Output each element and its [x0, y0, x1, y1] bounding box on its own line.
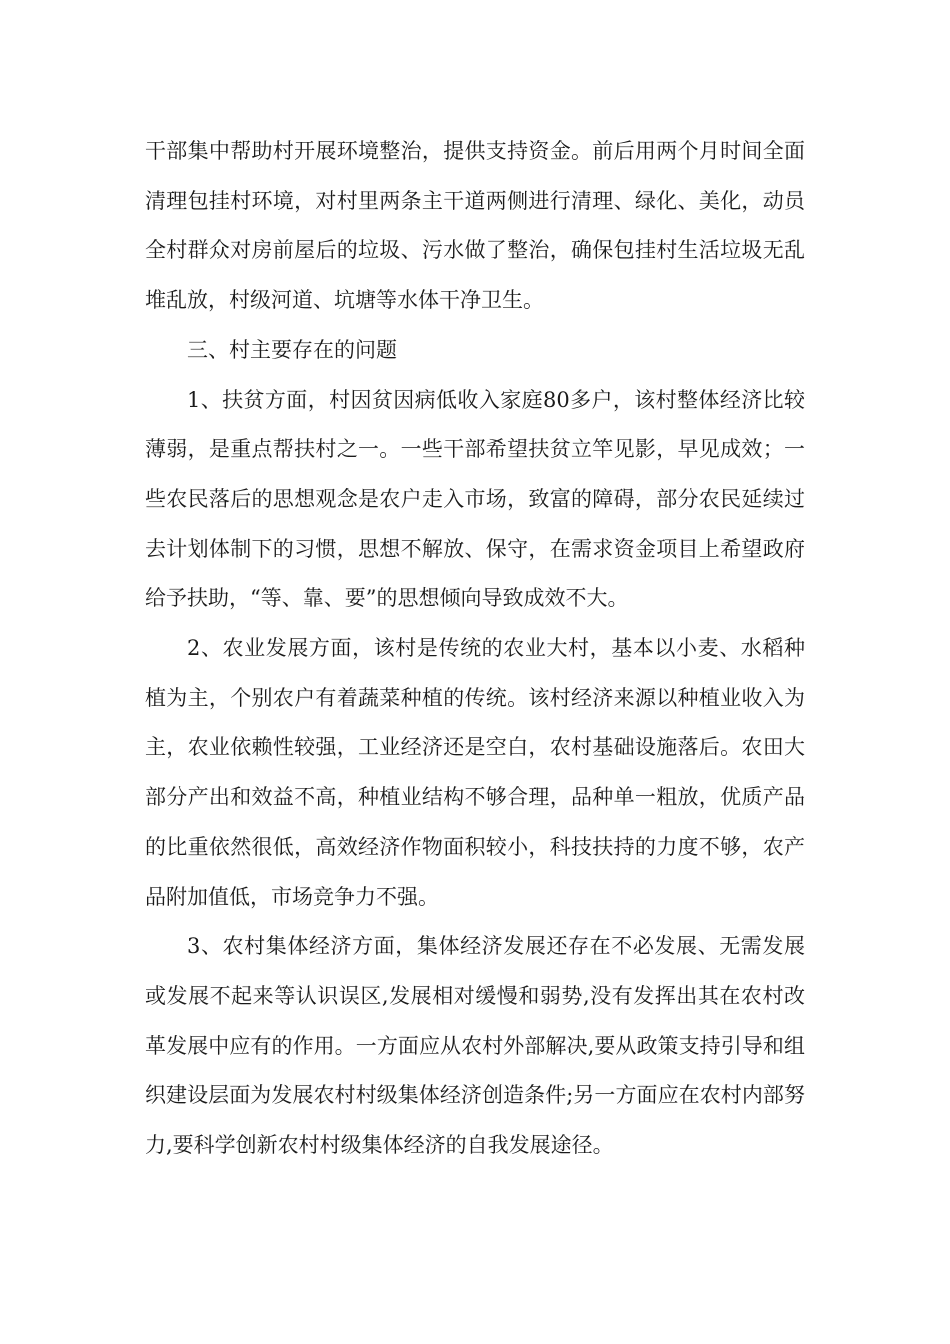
- paragraph-continuation: 干部集中帮助村开展环境整治，提供支持资金。前后用两个月时间全面清理包挂村环境，对村里两条主干道两侧进行清理、绿化、美化，动员全村群众对房前屋后的垃圾、污水做了整治，确保包挂村生活垃圾无乱堆乱放，村级河道、坑塘等水体干净卫生。: [145, 139, 805, 313]
- paragraph-poverty: 1、扶贫方面，村因贫因病低收入家庭80多户，该村整体经济比较薄弱，是重点帮扶村之一。一些干部希望扶贫立竿见影，早见成效；一些农民落后的思想观念是农户走入市场，致富的障碍，部分农民延续过去计划体制下的习惯，思想不解放、保守，在需求资金项目上希望政府给予扶助，“等、靠、要”的思想倾向导致成效不大。: [145, 387, 805, 611]
- paragraph-agriculture: 2、农业发展方面，该村是传统的农业大村，基本以小麦、水稻种植为主，个别农户有着蔬菜种植的传统。该村经济来源以种植业收入为主，农业依赖性较强，工业经济还是空白，农村基础设施落后。农田大部分产出和效益不高，种植业结构不够合理，品种单一粗放，优质产品的比重依然很低，高效经济作物面积较小，科技扶持的力度不够，农产品附加值低，市场竞争力不强。: [145, 636, 805, 909]
- paragraph-collective-economy: 3、农村集体经济方面，集体经济发展还存在不必发展、无需发展或发展不起来等认识误区,发展相对缓慢和弱势,没有发挥出其在农村改革发展中应有的作用。一方面应从农村外部解决,要从政策支持引导和组织建设层面为发展农村村级集体经济创造条件;另一方面应在农村内部努力,要科学创新农村村级集体经济的自我发展途径。: [145, 934, 805, 1158]
- document-page: [145, 127, 805, 1171]
- section-heading: 三、村主要存在的问题: [187, 337, 397, 362]
